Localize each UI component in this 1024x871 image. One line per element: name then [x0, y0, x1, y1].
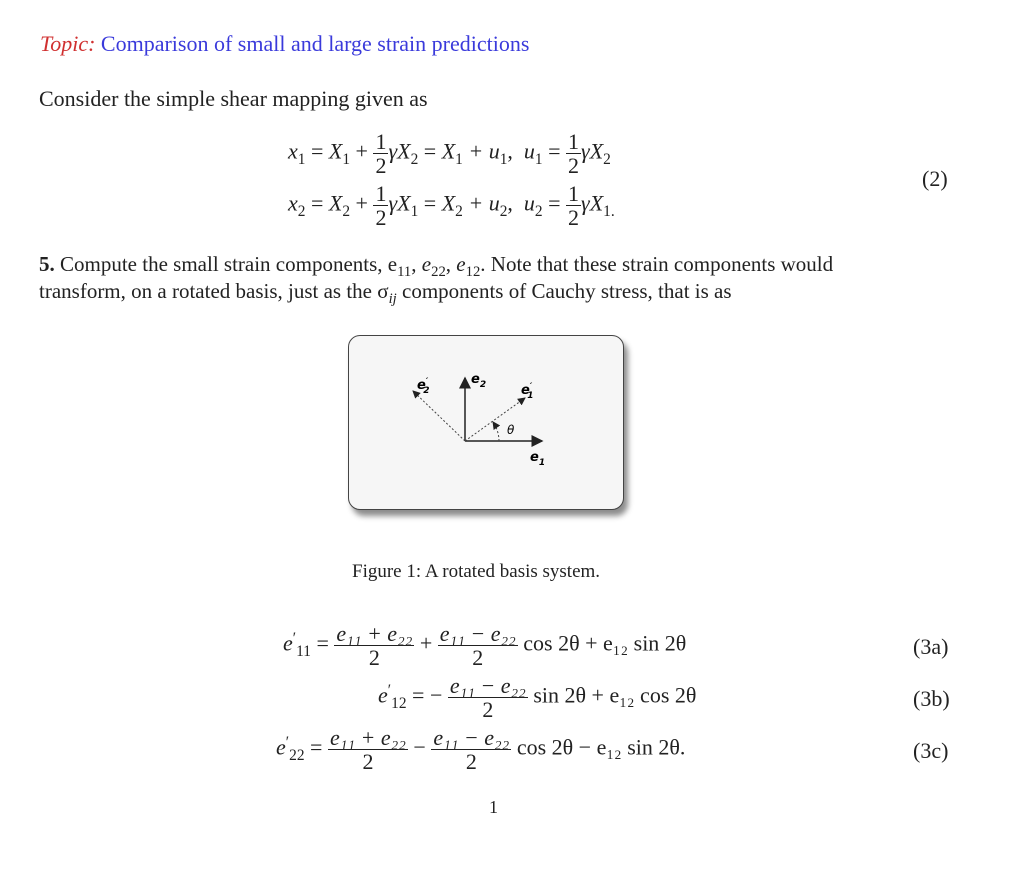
figure-rotated-basis: [348, 335, 624, 510]
equation-3a: $e'_{11}$ = $\frac{\text{e₁₁ + e₂₂}}{2}$ + $\frac{\text{e₁₁ − e₂₂}}{2}$ cos 2θ + e₁₂ sin 2θ: [283, 621, 687, 671]
equation-2-row-1: $x_1 = X_1$ + $\frac{1}{2}$ $\gamma X_2 = X_1 + u_1$, $u_1$ = $\frac{1}{2}$ $\gamma X_2$: [288, 129, 611, 179]
topic-line: [40, 31, 529, 57]
figure-caption: Figure 1: A rotated basis system.: [352, 561, 601, 582]
equation-3b: $e'_{12}$ = − $\frac{\text{e₁₁ − e₂₂}}{2}$ sin 2θ + e₁₂ cos 2θ: [378, 673, 697, 723]
equation-3b-number: (3b): [913, 686, 950, 711]
topic-text: Comparison of small and large strain predictions: [100, 31, 530, 56]
axis-e2-prime: [413, 391, 465, 441]
axis-e1-prime: [465, 398, 525, 441]
equation-3c-number: (3c): [913, 738, 949, 763]
intro-text: Consider the simple shear mapping given as: [39, 86, 428, 111]
equation-2-number: (2): [922, 166, 948, 191]
label-e1: $e_1$: [530, 450, 546, 468]
label-e2: $e_2$: [471, 372, 487, 390]
equation-3c: $e'_{22}$ = $\frac{\text{e₁₁ + e₂₂}}{2}$ − $\frac{\text{e₁₁ − e₂₂}}{2}$ cos 2θ − e₁₂ sin 2θ.: [276, 725, 686, 775]
label-theta: θ: [507, 423, 515, 437]
equation-3a-number: (3a): [913, 634, 949, 659]
problem-5-line-2: transform, on a rotated basis, just as the $\sigma_{ij}$ components of Cauchy stress, that is as: [39, 279, 732, 308]
equation-2-row-2: $x_2 = X_2$ + $\frac{1}{2}$ $\gamma X_1 = X_2 + u_2$, $u_2$ = $\frac{1}{2}$ $\gamma X_{1.}$: [288, 181, 615, 231]
rotated-basis-diagram: [349, 336, 623, 509]
label-e1-prime: e′ 1: [521, 382, 534, 401]
label-e2-prime: e′ 2: [417, 377, 430, 396]
page-number: 1: [489, 797, 498, 817]
angle-arc: [493, 422, 499, 441]
topic-label: Topic:: [40, 31, 96, 56]
problem-5-line-1: 5. Compute the small strain components, $e_{11}$, $e_{22}$, $e_{12}$. Note that these strain components would: [39, 252, 834, 281]
